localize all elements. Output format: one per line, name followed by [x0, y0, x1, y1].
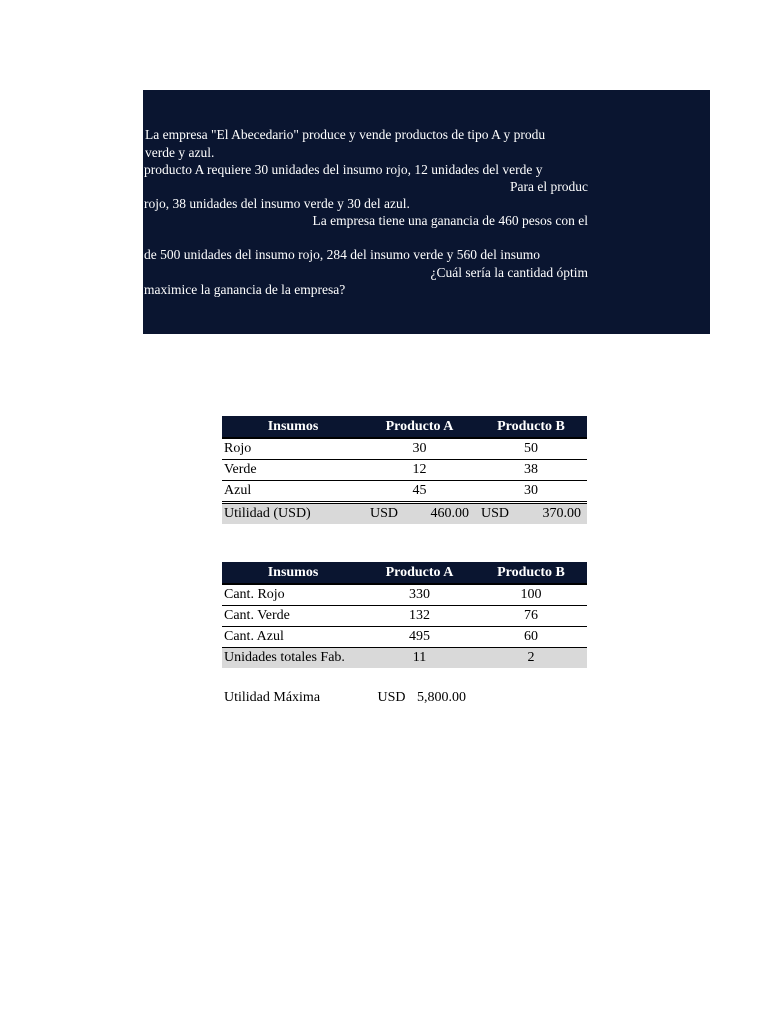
- problem-line: La empresa tiene una ganancia de 460 pesos con el: [312, 213, 588, 228]
- table-row: [222, 460, 587, 481]
- cell-value: 38: [475, 460, 587, 481]
- max-utility: [224, 690, 466, 706]
- max-utility-label: Utilidad Máxima: [224, 690, 321, 705]
- header-producto-b: Producto B: [475, 562, 587, 584]
- inputs-table: [222, 416, 587, 524]
- utility-b-value: 370.00: [542, 506, 581, 521]
- totals-row: [222, 648, 587, 669]
- max-utility-value: 5,800.00: [417, 690, 466, 705]
- cell-value: 100: [475, 584, 587, 606]
- problem-line: Para el produc: [510, 179, 588, 194]
- utility-b-cell: [475, 503, 587, 525]
- problem-line: maximice la ganancia de la empresa?: [144, 282, 346, 297]
- cell-value: 60: [475, 627, 587, 648]
- header-insumos: Insumos: [222, 416, 364, 438]
- utility-label: Utilidad (USD): [222, 503, 364, 525]
- header-producto-a: Producto A: [364, 562, 475, 584]
- cell-value: 50: [475, 438, 587, 460]
- table-header-row: [222, 416, 587, 438]
- totals-label: Unidades totales Fab.: [222, 648, 364, 669]
- row-label: Cant. Verde: [222, 606, 364, 627]
- problem-statement-box: [143, 90, 710, 334]
- cell-value: 76: [475, 606, 587, 627]
- problem-line: de 500 unidades del insumo rojo, 284 del insumo verde y 560 del insumo: [144, 247, 540, 262]
- problem-line: producto A requiere 30 unidades del insumo rojo, 12 unidades del verde y: [144, 162, 543, 177]
- table-row: [222, 438, 587, 460]
- problem-line: La empresa "El Abecedario" produce y vende productos de tipo A y produ: [145, 127, 546, 142]
- utility-a-value: 460.00: [430, 506, 469, 521]
- problem-line: rojo, 38 unidades del insumo verde y 30 del azul.: [144, 196, 410, 211]
- total-b-value: 2: [475, 648, 587, 669]
- cell-value: 45: [364, 481, 475, 503]
- cell-value: 30: [364, 438, 475, 460]
- header-insumos: Insumos: [222, 562, 364, 584]
- cell-value: 30: [475, 481, 587, 503]
- utility-row: [222, 503, 587, 525]
- cell-value: 330: [364, 584, 475, 606]
- table-row: [222, 584, 587, 606]
- row-label: Verde: [222, 460, 364, 481]
- header-producto-b: Producto B: [475, 416, 587, 438]
- quantities-table: [222, 562, 587, 668]
- cell-value: 132: [364, 606, 475, 627]
- currency-label: USD: [370, 506, 399, 521]
- currency-label: USD: [481, 506, 510, 521]
- table-header-row: [222, 562, 587, 584]
- row-label: Cant. Azul: [222, 627, 364, 648]
- currency-label: USD: [377, 690, 406, 705]
- problem-line: ¿Cuál sería la cantidad óptim: [430, 265, 588, 280]
- header-producto-a: Producto A: [364, 416, 475, 438]
- cell-value: 495: [364, 627, 475, 648]
- row-label: Rojo: [222, 438, 364, 460]
- utility-a-cell: [364, 503, 475, 525]
- row-label: Azul: [222, 481, 364, 503]
- problem-line: verde y azul.: [145, 145, 215, 160]
- table-row: [222, 481, 587, 503]
- table-row: [222, 606, 587, 627]
- row-label: Cant. Rojo: [222, 584, 364, 606]
- table-row: [222, 627, 587, 648]
- cell-value: 12: [364, 460, 475, 481]
- total-a-value: 11: [364, 648, 475, 669]
